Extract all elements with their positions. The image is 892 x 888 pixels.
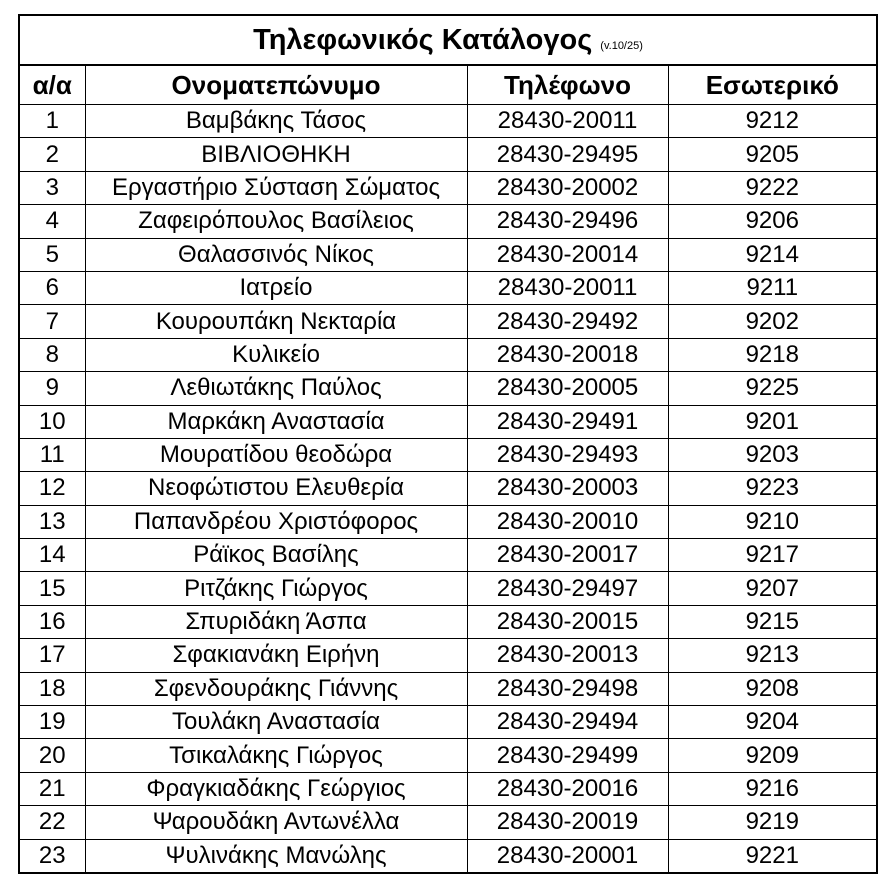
table-row [19,271,877,304]
table-row [19,205,877,238]
row-extension: 9217 [668,539,877,572]
row-name: Σφακιανάκη Ειρήνη [85,639,467,672]
row-name: Παπανδρέου Χριστόφορος [85,505,467,538]
table-row [19,472,877,505]
row-extension: 9219 [668,806,877,839]
row-extension: 9213 [668,639,877,672]
row-extension: 9222 [668,171,877,204]
row-name: ΒΙΒΛΙΟΘΗΚΗ [85,138,467,171]
row-extension: 9218 [668,338,877,371]
column-header-phone: Τηλέφωνο [467,65,668,105]
row-phone: 28430-20010 [467,505,668,538]
row-phone: 28430-20017 [467,539,668,572]
row-number: 16 [19,605,85,638]
row-phone: 28430-29499 [467,739,668,772]
row-name: Σπυριδάκη Άσπα [85,605,467,638]
row-phone: 28430-20005 [467,372,668,405]
column-header-name: Ονοματεπώνυμο [85,65,467,105]
row-name: Φραγκιαδάκης Γεώργιος [85,772,467,805]
row-phone: 28430-20014 [467,238,668,271]
row-extension: 9206 [668,205,877,238]
table-row [19,539,877,572]
row-name: Κυλικείο [85,338,467,371]
table-row [19,372,877,405]
table-row [19,105,877,138]
row-phone: 28430-20002 [467,171,668,204]
row-number: 4 [19,205,85,238]
row-name: Λεθιωτάκης Παύλος [85,372,467,405]
table-row [19,672,877,705]
directory-body [19,105,877,873]
document-title: Τηλεφωνικός Κατάλογος [253,23,593,56]
row-number: 14 [19,539,85,572]
row-number: 19 [19,706,85,739]
row-name: Σφενδουράκης Γιάννης [85,672,467,705]
row-number: 12 [19,472,85,505]
row-name: Τσικαλάκης Γιώργος [85,739,467,772]
table-row [19,639,877,672]
row-extension: 9209 [668,739,877,772]
table-row [19,338,877,371]
phone-directory-table [18,14,878,874]
row-number: 21 [19,772,85,805]
row-number: 13 [19,505,85,538]
row-name: Ιατρείο [85,271,467,304]
row-extension: 9210 [668,505,877,538]
row-name: Μουρατίδου θεοδώρα [85,438,467,471]
table-row [19,505,877,538]
row-number: 2 [19,138,85,171]
row-phone: 28430-20011 [467,105,668,138]
row-number: 1 [19,105,85,138]
column-header-row [19,65,877,105]
table-row [19,772,877,805]
table-row [19,605,877,638]
table-row [19,839,877,873]
row-extension: 9221 [668,839,877,873]
row-number: 6 [19,271,85,304]
row-phone: 28430-29495 [467,138,668,171]
row-phone: 28430-20001 [467,839,668,873]
row-number: 9 [19,372,85,405]
table-row [19,238,877,271]
table-row [19,806,877,839]
row-extension: 9205 [668,138,877,171]
row-extension: 9208 [668,672,877,705]
row-extension: 9204 [668,706,877,739]
row-name: Ζαφειρόπουλος Βασίλειος [85,205,467,238]
row-phone: 28430-20018 [467,338,668,371]
document-version: (v.10/25) [600,39,643,52]
column-header-ext: Εσωτερικό [668,65,877,105]
table-row [19,739,877,772]
row-number: 3 [19,171,85,204]
table-row [19,305,877,338]
row-name: Εργαστήριο Σύσταση Σώματος [85,171,467,204]
row-number: 10 [19,405,85,438]
row-phone: 28430-29491 [467,405,668,438]
row-number: 18 [19,672,85,705]
table-row [19,706,877,739]
row-name: Ψυλινάκης Μανώλης [85,839,467,873]
row-phone: 28430-20011 [467,271,668,304]
row-number: 11 [19,438,85,471]
row-extension: 9202 [668,305,877,338]
row-extension: 9223 [668,472,877,505]
row-phone: 28430-29497 [467,572,668,605]
row-phone: 28430-20003 [467,472,668,505]
column-header-aa: α/α [19,65,85,105]
row-name: Νεοφώτιστου Ελευθερία [85,472,467,505]
row-extension: 9211 [668,271,877,304]
row-extension: 9216 [668,772,877,805]
row-phone: 28430-20013 [467,639,668,672]
row-number: 20 [19,739,85,772]
row-phone: 28430-29498 [467,672,668,705]
row-name: Ράϊκος Βασίλης [85,539,467,572]
row-phone: 28430-29492 [467,305,668,338]
row-extension: 9203 [668,438,877,471]
table-row [19,138,877,171]
row-phone: 28430-29493 [467,438,668,471]
row-phone: 28430-20015 [467,605,668,638]
row-number: 22 [19,806,85,839]
table-row [19,438,877,471]
row-name: Κουρουπάκη Νεκταρία [85,305,467,338]
row-extension: 9212 [668,105,877,138]
row-number: 8 [19,338,85,371]
document-title-cell [19,15,877,65]
row-phone: 28430-20019 [467,806,668,839]
row-name: Θαλασσινός Νίκος [85,238,467,271]
row-phone: 28430-20016 [467,772,668,805]
table-row [19,405,877,438]
row-phone: 28430-29496 [467,205,668,238]
row-extension: 9225 [668,372,877,405]
table-row [19,572,877,605]
row-name: Ριτζάκης Γιώργος [85,572,467,605]
title-row [19,15,877,65]
row-number: 23 [19,839,85,873]
row-extension: 9214 [668,238,877,271]
row-number: 7 [19,305,85,338]
row-name: Τουλάκη Αναστασία [85,706,467,739]
table-row [19,171,877,204]
row-phone: 28430-29494 [467,706,668,739]
row-extension: 9201 [668,405,877,438]
row-number: 15 [19,572,85,605]
row-name: Βαμβάκης Τάσος [85,105,467,138]
row-number: 17 [19,639,85,672]
row-extension: 9207 [668,572,877,605]
row-number: 5 [19,238,85,271]
row-name: Ψαρουδάκη Αντωνέλλα [85,806,467,839]
row-extension: 9215 [668,605,877,638]
row-name: Μαρκάκη Αναστασία [85,405,467,438]
